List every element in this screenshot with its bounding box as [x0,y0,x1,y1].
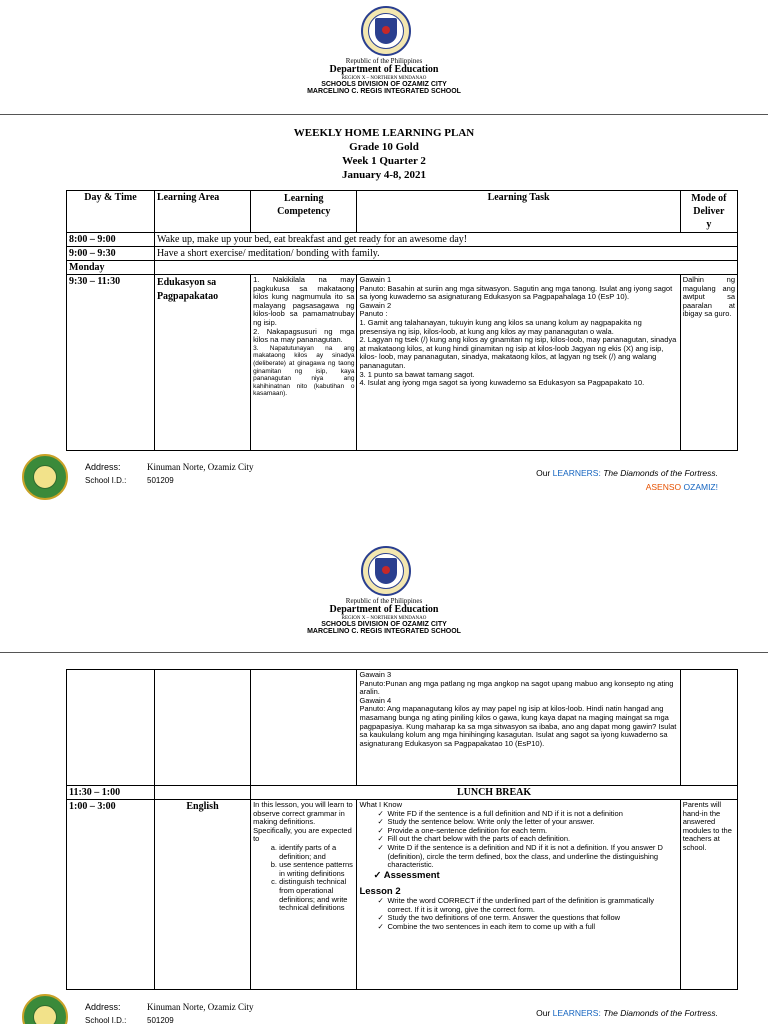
task-item: ✓ Fill out the chart below with the parts of each definition. [387,835,677,844]
schedule-row [67,247,738,261]
plan-table-2 [66,669,738,990]
objective-item: a. identify parts of a definition; and [279,844,354,861]
schedule-activity: Wake up, make up your bed, eat breakfast and get ready for an awesome day! [154,233,737,247]
schedule-row [67,233,738,247]
english-row [67,800,738,990]
footer-1 [0,450,768,510]
footer-address: Address: Kinuman Norte, Ozamiz City School I.D.: 501209 [85,1002,254,1024]
col-learning-task: Learning Task [357,191,680,233]
task-item: ✓ Combine the two sentences in each item to come up with a full [387,923,677,932]
letterhead: Republic of the Philippines Department of Education REGION X – NORTHERN MINDANAO SCHOOLS DIVISION OF OZAMIZ CITY MARCELINO C. REGIS INTEGRATED SCHOOL [307,597,461,636]
lunch-time: 11:30 – 1:00 [67,786,155,800]
day-label: Monday [67,261,155,275]
lunch-row [67,786,738,800]
footer-2 [0,990,768,1024]
footer-motto: Our LEARNERS: The Diamonds of the Fortress. [536,1008,718,1018]
title-line-1: WEEKLY HOME LEARNING PLAN [293,127,475,139]
english-competency: In this lesson, you will learn to observe correct grammar in making definitions. Specifically, you are expected to a. identify parts of a definition; and b. use sentence patterns in writing definitions c. distinguish technical from operational definitions; and write technical definitions [251,800,357,990]
day-row [67,261,738,275]
header-divider [0,114,768,115]
english-time: 1:00 – 3:00 [67,800,155,990]
assessment-label: ✓ Assessment [373,869,440,881]
plan-title [0,126,768,182]
schedule-time: 8:00 – 9:00 [67,233,155,247]
plan-table-1 [66,190,738,451]
english-mode: Parents will hand-in the answered modules to the teachers at school. [680,800,737,990]
department-label: Department of Education [329,64,439,76]
col-learning-area: Learning Area [154,191,250,233]
what-i-know-label: What I Know [359,800,402,809]
republic-label: Republic of the Philippines [345,57,423,65]
lesson2-label: Lesson 2 [359,886,401,898]
lunch-label: LUNCH BREAK [251,786,738,800]
objective-item: b. use sentence patterns in writing definitions [279,861,354,878]
esp-time: 9:30 – 11:30 [67,275,155,451]
table-header-row [67,191,738,233]
page-1 [0,0,768,510]
esp-cont-task: Gawain 3 Panuto:Punan ang mga patlang ng mga angkop na sagot upang mabuo ang konsepto ng ating aralin. Gawain 4 Panuto: Ang mapanagutang kilos ay may papel ng isip at kilos-loob. Hindi natin hangad ang masamang bunga ng ating piniling kilos o gawa, kung kaya dapat na maging maingat sa mga pagpapasiya. Kung maharap ka sa mga sitwasyon sa ibaba, ano ang dapat mong gawin? Isulat sa kaukulang kolum ang mga hinihinging kasagutan. Isulat ang sagot sa iyong kuwaderno sa asignaturang Edukasyon sa Pagpapakatao 10 (EsP10). [357,670,680,786]
title-line-4: January 4-8, 2021 [341,169,427,181]
letterhead [0,58,768,96]
header-divider [0,652,768,653]
task-item: ✓ Study the sentence below. Write only the letter of your answer. [387,818,677,827]
english-task [357,800,680,990]
task-item: ✓ Write D if the sentence is a definition and ND if it is not a definition. If you answer D (definition), circle the term defined, box the class, and underline the distinguishing characteristic. [387,844,677,870]
deped-seal-icon [361,6,411,56]
school-logo-icon [22,454,68,500]
col-mode-of-delivery: Mode of Deliver y [680,191,737,233]
title-line-2: Grade 10 Gold [349,141,419,153]
esp-competency: 1. Nakikilala na may pagkukusa sa makataong kilos kung nagmumula ito sa malayang pagsasagawa ng kilos-loob sa pamamatnubay ng isip. 2. Nakapagsusuri ng mga kilos na may pananagutan. 3. Napatutunayan na ang makataong kilos ay sinadya (deliberate) at ginagawa ng taong ginamitan ng isip, kaya pananagutan niya ang kahihinatnan nito (kabutihan o kasamaan). [251,275,357,451]
footer-motto: Our LEARNERS: The Diamonds of the Fortress. ASENSO OZAMIZ! [536,468,718,492]
col-competency: Learning Competency [251,191,357,233]
page-2 [0,540,768,1024]
task-item: ✓ Write the word CORRECT if the underlined part of the definition is grammatically correct. If it is it wrong, give the correct form. [387,897,677,914]
footer-address: Address: Kinuman Norte, Ozamiz City School I.D.: 501209 [85,462,254,485]
english-area: English [154,800,250,990]
esp-area: Edukasyon sa Pagpapakatao [154,275,250,451]
school-label: MARCELINO C. REGIS INTEGRATED SCHOOL [307,88,461,96]
region-label: REGION X – NORTHERN MINDANAO [341,75,427,81]
esp-cont-row [67,670,738,786]
task-item: ✓ Write FD if the sentence is a full definition and ND if it is not a definition [387,810,677,819]
esp-mode: Dalhin ng magulang ang awtput sa paaralan at ibigay sa guro. [680,275,737,451]
school-logo-icon [22,994,68,1024]
esp-task: Gawain 1 Panuto: Basahin at suriin ang mga sitwasyon. Sagutin ang mga tanong. Isulat ang iyong sagot sa iyong kuwaderno sa asignaturang Edukasyon sa Pagpapahalaga 10 (EsP 10). Gawain 2 Panuto : 1. Gamit ang talahanayan, tukuyin kung ang kilos sa unang kolum ay nagpapakita ng presensiya ng isip, kilos-loob, at kung ang kilos ay may pananagutan o wala. 2. Lagyan ng tsek (/) kung ang kilos ay ginamitan ng isip, kilos-loob, may pananagutan, sinadya at makataong kilos, at kung hindi ginamitan ng isip at kilos-loob Jagyan ng ekis (X) ang isip, kilos- loob, may pananagutan, sinadya, makataong kilos, at lagyan ng tsek (/) ang walang pananagutan. 3. 1 punto sa bawat tamang sagot. 4. Isulat ang iyong mga sagot sa iyong kuwaderno sa Edukasyon sa Pagpapakato 10. [357,275,680,451]
objective-item: c. distinguish technical from operational definitions; and write technical definitions [279,878,354,912]
title-line-3: Week 1 Quarter 2 [342,155,426,167]
esp-row [67,275,738,451]
division-label: SCHOOLS DIVISION OF OZAMIZ CITY [321,81,447,89]
col-day-time: Day & Time [67,191,155,233]
schedule-time: 9:00 – 9:30 [67,247,155,261]
task-item: ✓ Provide a one-sentence definition for each term. [387,827,677,836]
deped-seal-icon [361,546,411,596]
schedule-activity: Have a short exercise/ meditation/ bonding with family. [154,247,737,261]
task-item: ✓ Study the two definitions of one term. Answer the questions that follow [387,914,677,923]
